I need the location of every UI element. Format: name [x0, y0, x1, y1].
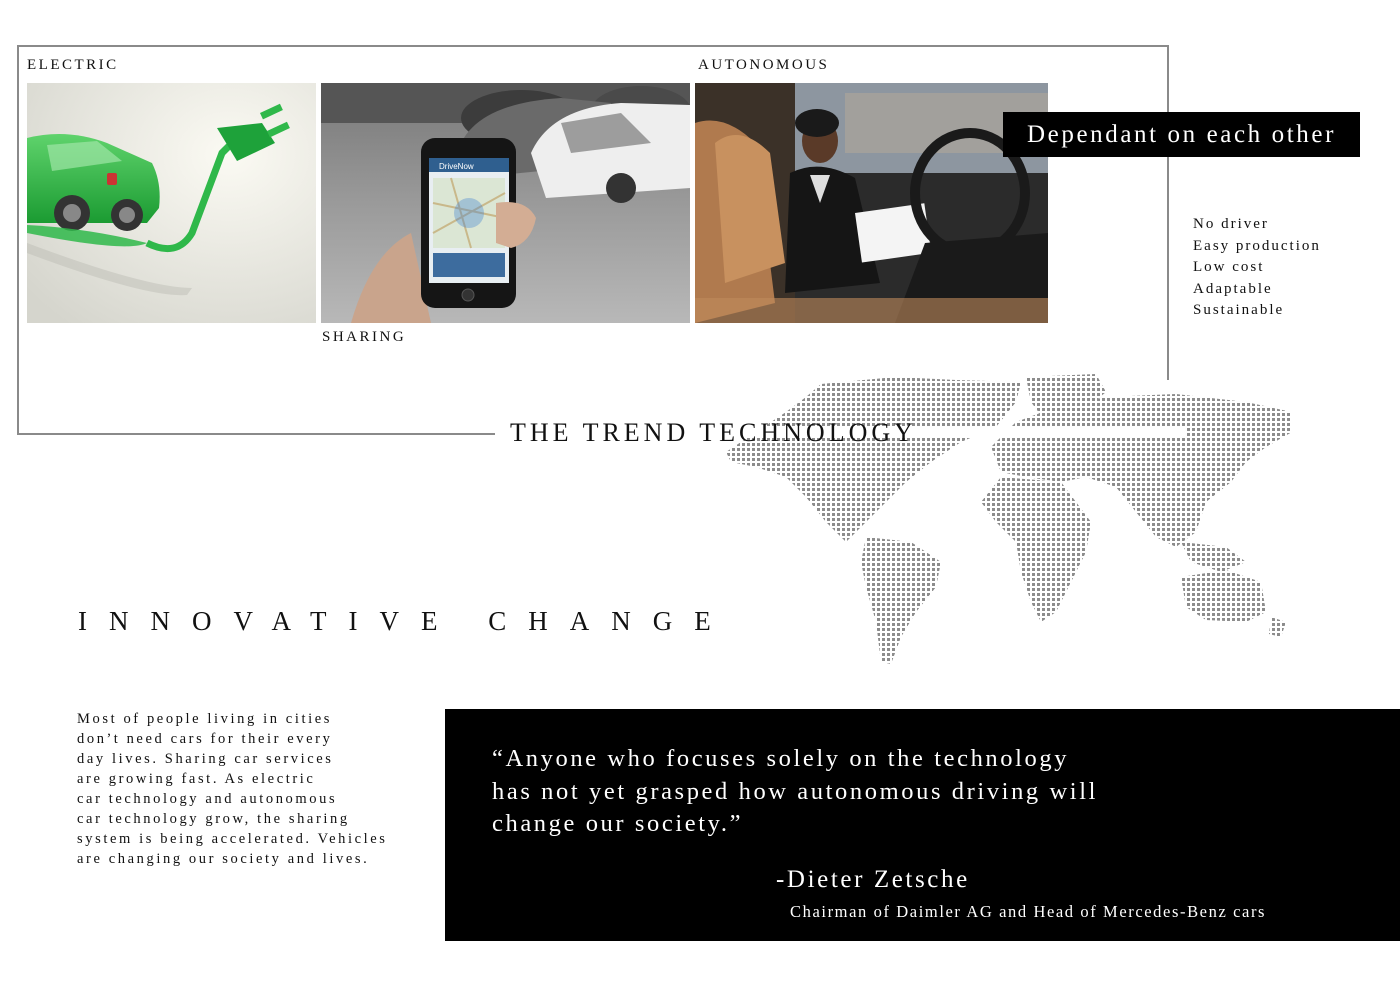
benefits-list — [1193, 214, 1321, 322]
body-line: system is being accelerated. Vehicles — [77, 831, 388, 847]
trend-title: THE TREND TECHNOLOGY — [510, 418, 917, 447]
body-line: are changing our society and lives. — [77, 851, 370, 867]
benefit-item: Adaptable — [1193, 280, 1273, 297]
body-line: Most of people living in cities — [77, 711, 332, 727]
body-line: are growing fast. As electric — [77, 771, 316, 787]
autonomous-label: AUTONOMOUS — [698, 57, 830, 73]
autonomous-car-photo — [695, 83, 1048, 323]
quote-author: -Dieter Zetsche — [776, 866, 970, 893]
car-sharing-photo — [321, 83, 690, 323]
drivenow-app-label: DriveNow — [439, 162, 474, 171]
quote-box — [445, 709, 1400, 941]
body-line: don’t need cars for their every — [77, 731, 333, 747]
body-line: car technology grow, the sharing — [77, 811, 350, 827]
electric-car-photo — [27, 83, 316, 323]
benefit-item: Low cost — [1193, 259, 1265, 275]
body-line: car technology and autonomous — [77, 791, 338, 807]
benefit-item: No driver — [1193, 216, 1269, 232]
body-line: day lives. Sharing car services — [77, 751, 334, 767]
body-paragraph — [77, 709, 407, 869]
quote-text — [492, 743, 1098, 841]
dependant-banner: Dependant on each other — [1003, 112, 1360, 157]
quote-line: “Anyone who focuses solely on the technology — [492, 745, 1070, 772]
sharing-label: SHARING — [322, 329, 407, 345]
benefit-item: Sustainable — [1193, 302, 1285, 318]
benefit-item: Easy production — [1193, 237, 1321, 254]
quote-line: change our society.” — [492, 810, 744, 837]
electric-label: ELECTRIC — [27, 57, 119, 73]
quote-author-role: Chairman of Daimler AG and Head of Mercedes-Benz cars — [790, 902, 1267, 921]
dotted-world-map — [726, 372, 1292, 664]
innovative-heading: INNOVATIVE CHANGE — [78, 606, 733, 636]
quote-line: has not yet grasped how autonomous driving will — [492, 777, 1099, 805]
